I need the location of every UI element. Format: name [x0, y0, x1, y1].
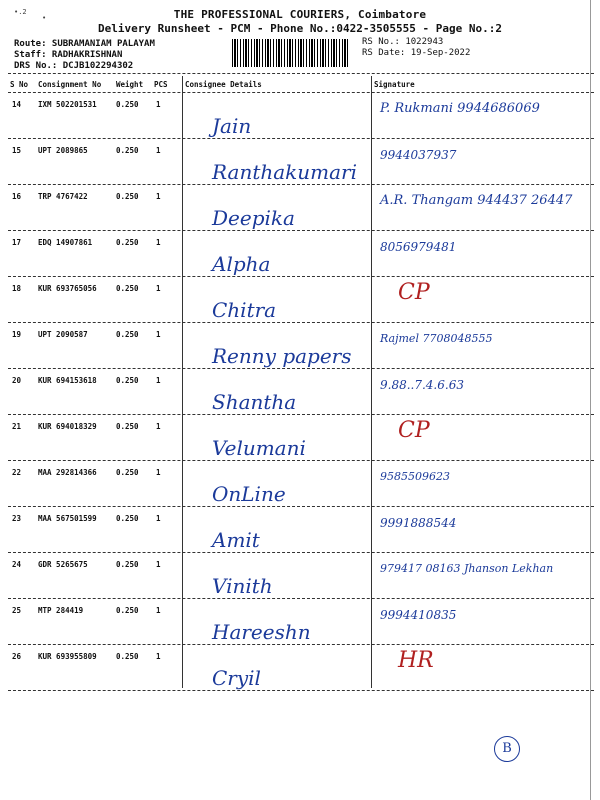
row-sno: 25 — [12, 606, 22, 615]
row-divider — [8, 506, 594, 507]
page-edge — [590, 0, 600, 800]
row-sno: 21 — [12, 422, 22, 431]
column-header: Consignment No — [38, 80, 102, 89]
row-sno: 16 — [12, 192, 22, 201]
row-weight: 0.250 — [116, 100, 139, 109]
row-weight: 0.250 — [116, 468, 139, 477]
row-sno: 23 — [12, 514, 22, 523]
row-consignment-no: IXM 502201531 — [38, 100, 97, 109]
row-pcs: 1 — [156, 146, 161, 155]
row-signature-handwritten: 9.88..7.4.6.63 — [380, 378, 464, 392]
header-divider — [8, 73, 594, 74]
column-header: S No — [10, 80, 29, 89]
row-weight: 0.250 — [116, 146, 139, 155]
row-weight: 0.250 — [116, 330, 139, 339]
row-sno: 22 — [12, 468, 22, 477]
row-divider — [8, 230, 594, 231]
column-header: Weight — [116, 80, 144, 89]
row-pcs: 1 — [156, 376, 161, 385]
row-consignee-handwritten: Hareeshn — [212, 620, 311, 644]
row-signature-handwritten: CP — [398, 280, 430, 305]
row-sno: 17 — [12, 238, 22, 247]
row-sno: 24 — [12, 560, 22, 569]
row-signature-handwritten: HR — [398, 648, 434, 673]
row-weight: 0.250 — [116, 284, 139, 293]
rs-number: RS No.: 1022943 — [362, 37, 444, 47]
row-sno: 19 — [12, 330, 22, 339]
column-header: Signature — [374, 80, 415, 89]
row-divider — [8, 368, 594, 369]
row-consignee-handwritten: Jain — [212, 114, 252, 138]
row-consignment-no: MAA 567501599 — [38, 514, 97, 523]
row-sno: 20 — [12, 376, 22, 385]
row-pcs: 1 — [156, 422, 161, 431]
barcode — [232, 39, 350, 67]
row-divider — [8, 460, 594, 461]
row-pcs: 1 — [156, 192, 161, 201]
document-title: THE PROFESSIONAL COURIERS, Coimbatore — [173, 8, 427, 21]
row-pcs: 1 — [156, 284, 161, 293]
row-consignee-handwritten: Amit — [212, 528, 260, 552]
row-signature-handwritten: CP — [398, 418, 430, 443]
route-text: Route: SUBRAMANIAM PALAYAM — [14, 39, 155, 49]
row-weight: 0.250 — [116, 422, 139, 431]
row-consignee-handwritten: Velumani — [212, 436, 306, 460]
row-divider — [8, 184, 594, 185]
row-consignee-handwritten: Cryil — [212, 666, 261, 690]
row-consignee-handwritten: OnLine — [212, 482, 286, 506]
row-consignment-no: KUR 694018329 — [38, 422, 97, 431]
row-weight: 0.250 — [116, 514, 139, 523]
row-consignment-no: GDR 5265675 — [38, 560, 88, 569]
column-header: PCS — [154, 80, 168, 89]
row-sno: 26 — [12, 652, 22, 661]
header-divider — [8, 92, 594, 93]
row-divider — [8, 598, 594, 599]
row-pcs: 1 — [156, 468, 161, 477]
row-signature-handwritten: P. Rukmani 9944686069 — [380, 101, 540, 116]
row-pcs: 1 — [156, 100, 161, 109]
row-consignee-handwritten: Chitra — [212, 298, 277, 322]
corner-mark: •.2 — [14, 8, 27, 16]
row-consignee-handwritten: Renny papers — [212, 344, 352, 368]
row-divider — [8, 414, 594, 415]
row-consignment-no: MAA 292814366 — [38, 468, 97, 477]
row-divider — [8, 644, 594, 645]
row-divider — [8, 276, 594, 277]
row-consignee-handwritten: Deepika — [212, 206, 295, 230]
row-consignment-no: UPT 2089865 — [38, 146, 88, 155]
column-header: Consignee Details — [185, 80, 262, 89]
row-sno: 14 — [12, 100, 22, 109]
page-mark: B — [494, 736, 520, 762]
column-divider — [182, 76, 183, 688]
row-signature-handwritten: 9585509623 — [380, 470, 450, 483]
row-weight: 0.250 — [116, 652, 139, 661]
row-consignment-no: KUR 694153618 — [38, 376, 97, 385]
row-signature-handwritten: 9991888544 — [380, 516, 457, 530]
row-pcs: 1 — [156, 330, 161, 339]
row-pcs: 1 — [156, 606, 161, 615]
row-signature-handwritten: 9944037937 — [380, 148, 457, 162]
row-signature-handwritten: 979417 08163 Jhanson Lekhan — [380, 562, 554, 575]
row-consignee-handwritten: Vinith — [212, 574, 273, 598]
row-pcs: 1 — [156, 514, 161, 523]
row-consignee-handwritten: Ranthakumari — [212, 160, 358, 184]
row-sno: 18 — [12, 284, 22, 293]
row-weight: 0.250 — [116, 606, 139, 615]
row-consignment-no: KUR 693765056 — [38, 284, 97, 293]
row-divider — [8, 322, 594, 323]
row-sno: 15 — [12, 146, 22, 155]
row-pcs: 1 — [156, 652, 161, 661]
drs-number: DRS No.: DCJB102294302 — [14, 61, 134, 71]
row-consignment-no: MTP 284419 — [38, 606, 84, 615]
row-signature-handwritten: A.R. Thangam 944437 26447 — [380, 193, 573, 208]
row-consignee-handwritten: Shantha — [212, 390, 297, 414]
row-consignee-handwritten: Alpha — [212, 252, 271, 276]
corner-mark: • — [42, 14, 47, 22]
row-weight: 0.250 — [116, 560, 139, 569]
row-signature-handwritten: 8056979481 — [380, 240, 457, 254]
row-pcs: 1 — [156, 560, 161, 569]
row-weight: 0.250 — [116, 376, 139, 385]
row-pcs: 1 — [156, 238, 161, 247]
column-divider — [371, 76, 372, 688]
row-consignment-no: TRP 4767422 — [38, 192, 88, 201]
document-subtitle: Delivery Runsheet - PCM - Phone No.:0422-3505555 - Page No.:2 — [98, 22, 502, 35]
row-signature-handwritten: 9994410835 — [380, 608, 457, 622]
row-consignment-no: UPT 2090587 — [38, 330, 88, 339]
row-signature-handwritten: Rajmel 7708048555 — [380, 332, 493, 345]
row-divider — [8, 690, 594, 691]
row-weight: 0.250 — [116, 192, 139, 201]
row-consignment-no: EDQ 14907861 — [38, 238, 93, 247]
staff-text: Staff: RADHAKRISHNAN — [14, 50, 123, 60]
row-divider — [8, 552, 594, 553]
row-divider — [8, 138, 594, 139]
rs-date: RS Date: 19-Sep-2022 — [362, 48, 471, 58]
row-weight: 0.250 — [116, 238, 139, 247]
row-consignment-no: KUR 693955809 — [38, 652, 97, 661]
